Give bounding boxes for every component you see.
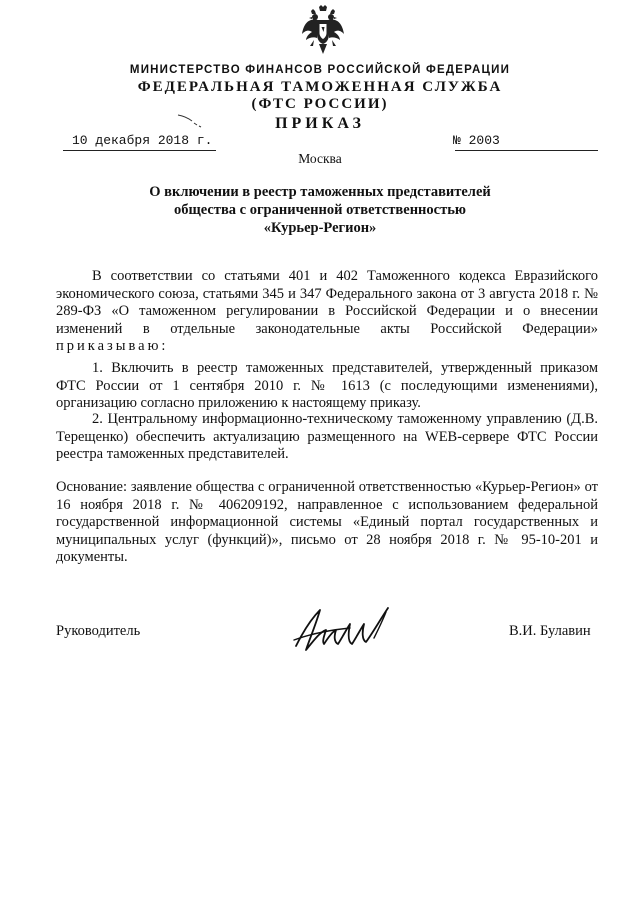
- order-word: приказываю:: [56, 338, 169, 354]
- item-1-paragraph: 1. Включить в реестр таможенных представителей, утвержденный приказом ФТС России от 1 сентября 2010 г. № 1613 (с последующими изменениями), организацию согласно приложению к настоящему приказу.: [56, 360, 598, 411]
- preamble-paragraph: [56, 268, 598, 356]
- service-abbreviation: (ФТС РОССИИ): [251, 96, 389, 112]
- order-subject: [100, 183, 540, 237]
- handwritten-signature: [290, 600, 400, 660]
- coat-of-arms-icon: [300, 4, 346, 56]
- basis-paragraph: Основание: заявление общества с ограниченной ответственностью «Курьер-Регион» от 16 ноября 2018 г. № 406209192, направленное с использованием федеральной государственной информационной системы «Единый портал государственных и муниципальных услуг (функций)», письмо от 28 ноября 2018 г. № 95-10-201 и документы.: [56, 479, 598, 565]
- subject-line: О включении в реестр таможенных представителей: [149, 184, 491, 200]
- ministry-name: МИНИСТЕРСТВО ФИНАНСОВ РОССИЙСКОЙ ФЕДЕРАЦИИ: [129, 64, 511, 76]
- item-2-paragraph: 2. Центральному информационно-техническому таможенному управлению (Д.В. Терещенко) обеспечить актуализацию размещенного на WEB-сервере ФТС России реестра таможенных представителей.: [56, 411, 598, 462]
- order-date: 10 декабря 2018 г.: [72, 133, 213, 148]
- signatory-name: В.И. Булавин: [509, 623, 591, 639]
- city: Москва: [298, 151, 342, 166]
- preamble-text: В соответствии со статьями 401 и 402 Таможенного кодекса Евразийского экономического союза, статьями 345 и 347 Федерального закона от 3 августа 2018 г. № 289-ФЗ «О таможенном регулировании в Российской Федерации и о внесении изменений в отдельные законодательные акты Российской Федерации»: [56, 268, 598, 337]
- signatory-role: Руководитель: [56, 623, 141, 639]
- service-name: ФЕДЕРАЛЬНАЯ ТАМОЖЕННАЯ СЛУЖБА: [137, 79, 503, 95]
- subject-line: общества с ограниченной ответственностью: [174, 202, 466, 218]
- order-number: № 2003: [453, 133, 500, 148]
- subject-line: «Курьер-Регион»: [263, 220, 377, 236]
- document-type: ПРИКАЗ: [275, 115, 365, 132]
